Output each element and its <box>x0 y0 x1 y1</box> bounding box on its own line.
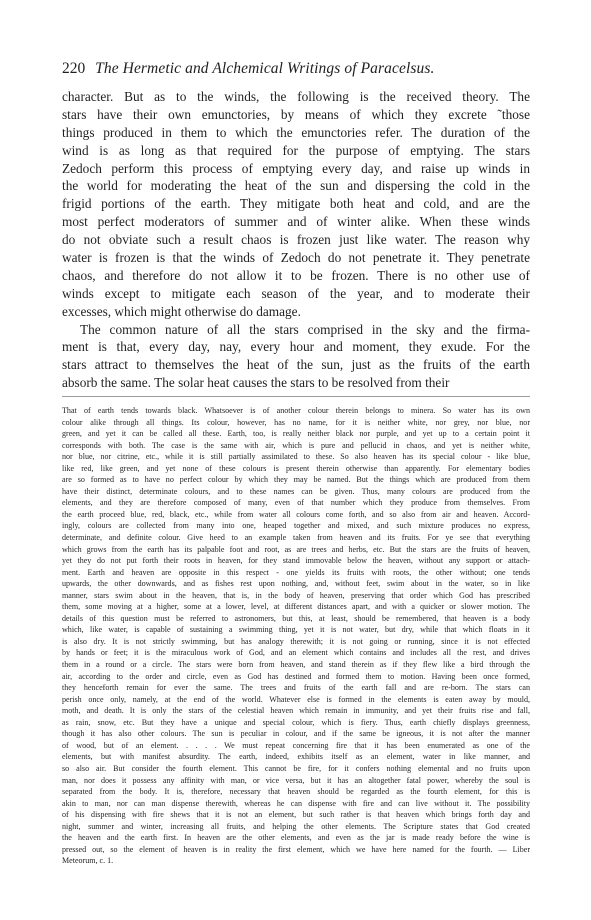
main-text-line: water is frozen is that the winds of Zedoch do not penetrate it. They penetrate <box>62 250 530 266</box>
main-text-line: The common nature of all the stars comprised in the sky and the firma- <box>80 321 530 337</box>
main-text-line: Zedoch perform this process of emptying every day, and raise up winds in <box>62 160 530 176</box>
footnote-line: pressed out, so the element of heaven is in reality the first element, which we have here named for the fourth. — Liber <box>62 844 530 854</box>
footnote-line: the heaven and the earth first. In heaven are the other elements, and even as the jar is made ready before the wine is <box>62 833 530 843</box>
footnote-line: determinate, and definite colour. Give heed to an example taken from heaven and its fruits. For ye see that everything <box>62 533 530 543</box>
footnote-line: them, some moving at a higher, some at a lower, level, at different distances apart, and with a quicker or slower motion. The <box>62 602 530 612</box>
footnote-line: as rain, snow, etc. But they have a unique and special colour, which is fiery. Thus, earth chiefly displays greenness, <box>62 717 530 727</box>
main-text-line: do not obviate such a result chaos is frozen just like water. The reason why <box>62 232 530 248</box>
main-text-line: the world for moderating the heat of the sun and dispersing the cold in the <box>62 178 530 194</box>
footnote-line: of his dispensing with fire shews that it is not an element, but such rather is that heaven which brings forth day and <box>62 810 530 820</box>
main-text-line: character. But as to the winds, the following is the received theory. The <box>62 89 530 104</box>
footnote-line: air, according to the order and circle, even as God has destined and formed them to motion. Having been once formed, <box>62 671 530 681</box>
footnote-line: the earth proceed blue, red, black, etc., while from water all colours come forth, and so also from air and heaven. Accord- <box>62 509 530 519</box>
footnote-line: perish once only, namely, at the end of the world. Whatever else is formed in the elements is eaten away by mould, <box>62 694 530 704</box>
footnote-body <box>62 405 530 867</box>
main-text-line: stars have their own emunctories, by means of which they excrete ˜those <box>62 106 530 122</box>
main-text-line: ment is that, every day, nay, every hour and moment, they exude. For the <box>62 339 530 355</box>
footnote-line: though it has also other colours. The sun is peculiar in colour, and if the same be igneous, it is not after the manner <box>62 729 530 739</box>
footnote-line: like red, like green, and yet none of these colours is present therein otherwise than apparently. For elementary bodies <box>62 463 530 473</box>
main-text-line: winds except to mitigate each season of the year, and to moderate their <box>62 285 530 301</box>
footnote-line: man, nor does it possess any affinity with man, or vice versa, but it has an altogether fatal power, whereby the soul is <box>62 775 530 785</box>
footnote-line: separated from the body. It is, therefore, necessary that heaven should be regarded as the fourth element, for this is <box>62 787 530 797</box>
page-number: 220 <box>62 60 86 77</box>
main-text-line: stars attract to themselves the heat of the sun, just as the fruits of the earth <box>62 357 530 373</box>
footnote-line: akin to man, nor can man dispense therewith, whereas he can dispense with fire and can live without it. The possibility <box>62 798 530 808</box>
main-text-line: frigid portions of the earth. They mitigate both heat and cold, and are the <box>62 196 530 212</box>
footnote-line: elements, and they are therefore composed of many, even of that number which they produce from themselves. From <box>62 498 530 508</box>
footnote-line: which, like water, is capable of sustaining a swimming thing, yet it is not water, but dry, while that which floats in it <box>62 625 530 635</box>
footnote-line: so also air. But consider the fourth element. This cannot be fire, for it confers nothing elemental and no fruits upon <box>62 763 530 773</box>
footnote-line: night, summer and winter, increasing all fruits, and helping the other elements. The Scripture states that God created <box>62 821 530 831</box>
footnote-line: is also dry. It is not strictly swimming, but has analogy therewith; it is not going or running, since it is not effected <box>62 636 530 646</box>
footnote-line: nor blue, nor citrine, etc., while it is still partially assimilated to these. So also heaven has its special colour - like blue, <box>62 452 530 462</box>
footnote-line: elements, but with manifest absurdity. The earth, indeed, exhibits itself as an element, water in like manner, and <box>62 752 530 762</box>
footnote-line: of wood, but of an element. . . . . We must repeat concerning fire that it has been enumerated as one of the <box>62 740 530 750</box>
main-text-body <box>62 88 530 392</box>
footnote-line: them in a round or a circle. The stars were born from heaven, and stand therein as if they flew like a bird through the <box>62 660 530 670</box>
footnote-line: details of this question must be referred to astronomers, but this, at least, should be remembered, that heaven is a body <box>62 613 530 623</box>
footnote-line: moth, and death. It is only the stars of the celestial heaven which remain in immunity, and yet their fruits rise and fall, <box>62 706 530 716</box>
footnote-line: Meteorum, c. 1. <box>62 856 114 866</box>
footnote-line: That of earth tends towards black. Whatsoever is of another colour therein belongs to minera. So water has its own <box>62 406 530 415</box>
footnote-line: which grows from the earth has its palpable foot and root, as are trees and herbs, etc. But the stars are the fruits of heaven, <box>62 544 530 554</box>
footnote-line: ingly, colours are collected from many into one, heaped together and mixed, and such mixture produces no express, <box>62 521 530 531</box>
footnote-line: manner, stars swim about in the heaven, that is, in the body of heaven, preserving that order which God has prescribed <box>62 590 530 600</box>
running-title: The Hermetic and Alchemical Writings of Paracelsus. <box>95 60 435 77</box>
footnote-line: corresponds with both. The case is the same with air, which is pure and pellucid in chaos, and yet is neither white, <box>62 440 530 450</box>
main-text-line: excesses, which might otherwise do damage. <box>62 303 301 319</box>
footnote-line: green, and yet it can be called all these. Earth, too, is really neither black nor purple, and yet up to a certain point it <box>62 429 530 439</box>
footnote-line: yet they do not put forth their roots in heaven, for they stand immovable below the heaven, without any support or attach- <box>62 556 530 566</box>
footnote-line: ment. Earth and heaven are opposite in this respect - one yields its fruits with roots, the other without; one tends <box>62 567 530 577</box>
main-text-line: wind is as long as that required for the purpose of emptying. The stars <box>62 142 530 158</box>
footnote-line: have their distinct, determinate colours, and to these names can be given. Thus, many colours are produced from the <box>62 486 530 496</box>
footnote-line: upwards, the other downwards, and as fishes rest upon nothing, and, without feet, swim about in the water, so in like <box>62 579 530 589</box>
footnote-line: they henceforth remain for ever the same. The trees and fruits of the earth fall and are re-born. The stars can <box>62 683 530 693</box>
footnote-divider <box>62 396 530 397</box>
main-text-line: things produced in them to which the emunctories refer. The duration of the <box>62 124 530 140</box>
main-text-line: absorb the same. The solar heat causes the stars to be resolved from their <box>62 375 450 391</box>
footnote-line: colour alike through all things. Its colour, however, has no name, for it is neither white, nor grey, nor blue, nor <box>62 417 530 427</box>
main-text-line: most perfect moderators of summer and of winter alike. When these winds <box>62 214 530 230</box>
footnote-line: are so formed as to have no perfect colour by which they may be named. But the things which are produced from them <box>62 475 530 485</box>
running-header <box>62 60 542 78</box>
main-text-line: chaos, and therefore do not allow it to be frozen. There is no other use of <box>62 267 530 283</box>
footnote-line: by hands or feet; it is the miraculous work of God, and an element which contains and includes all the rest, and drives <box>62 648 530 658</box>
